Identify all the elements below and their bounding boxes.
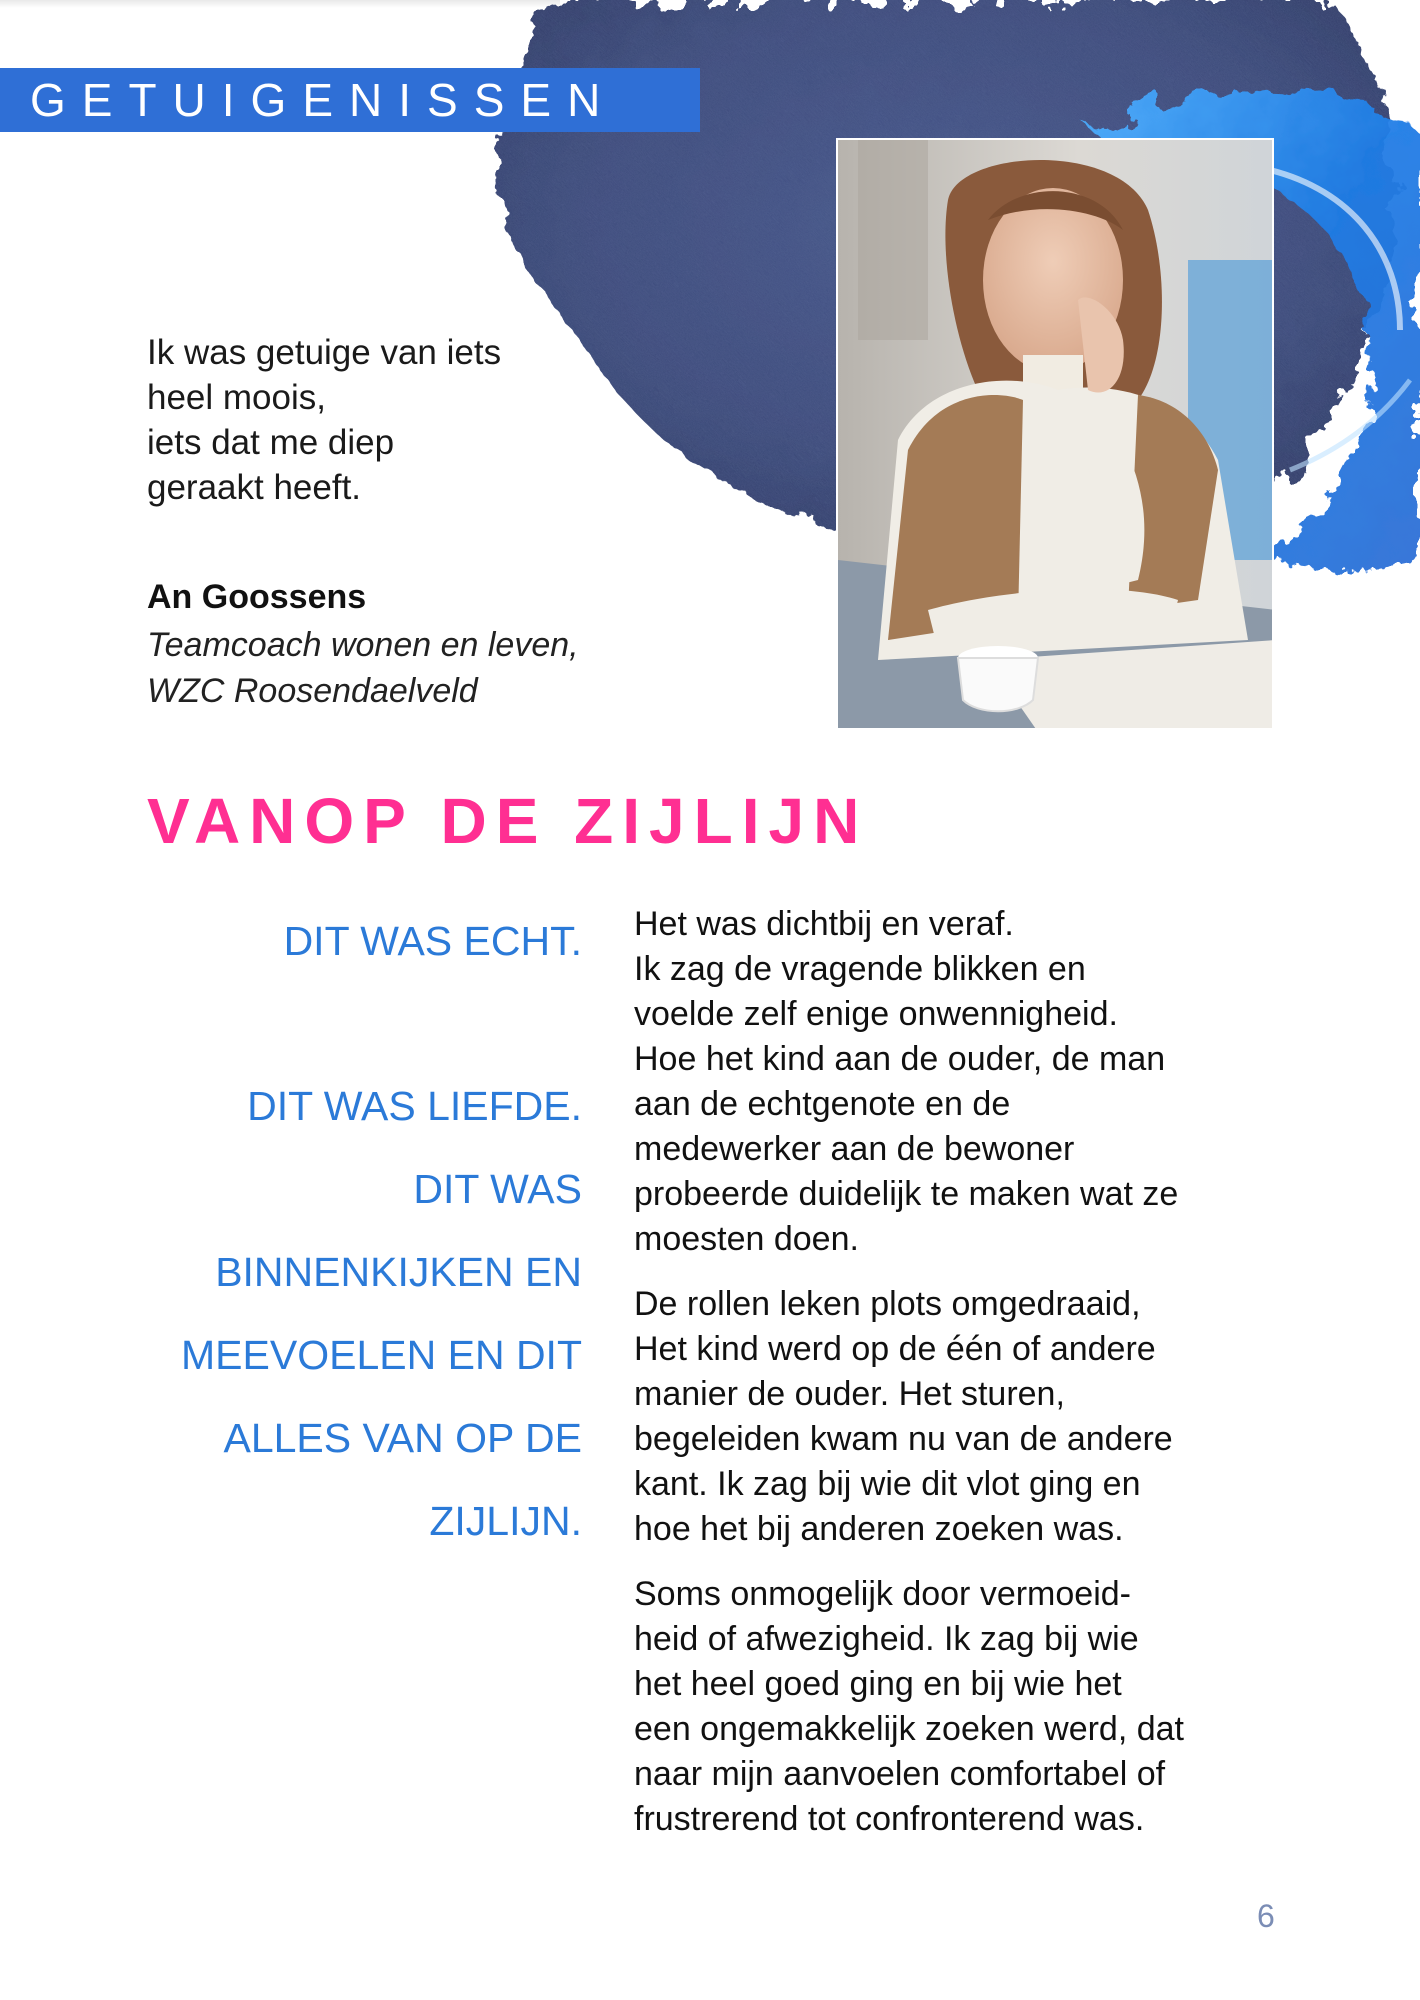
pull-quote-line: DIT WAS ECHT. xyxy=(283,918,582,964)
body-paragraph xyxy=(634,1572,1294,1842)
author-role-line: WZC Roosendaelveld xyxy=(147,672,478,710)
body-line: Ik zag de vragende blikken en xyxy=(634,950,1086,988)
body-line: moesten doen. xyxy=(634,1220,859,1258)
pull-quote-line: ZIJLIJN. xyxy=(429,1498,582,1544)
body-line: naar mijn aanvoelen comfortabel of xyxy=(634,1755,1166,1793)
page-number: 6 xyxy=(1257,1898,1275,1934)
article-headline: VANOP DE ZIJLIJN xyxy=(147,785,869,857)
intro-quote-line: heel moois, xyxy=(147,378,326,417)
body-line: probeerde duidelijk te maken wat ze xyxy=(634,1175,1179,1213)
body-paragraph xyxy=(634,1282,1294,1552)
portrait-photo xyxy=(836,138,1274,730)
pull-quote-spacer xyxy=(62,983,582,1065)
body-line: begeleiden kwam nu van de andere xyxy=(634,1420,1173,1458)
body-line: De rollen leken plots omgedraaid, xyxy=(634,1285,1141,1323)
body-line: een ongemakkelijk zoeken werd, dat xyxy=(634,1710,1184,1748)
body-line: Het kind werd op de één of andere xyxy=(634,1330,1156,1368)
body-line: heid of afwezigheid. Ik zag bij wie xyxy=(634,1620,1139,1658)
pull-quote-line: DIT WAS LIEFDE. xyxy=(247,1083,582,1129)
intro-quote-line: Ik was getuige van iets xyxy=(147,333,502,372)
pull-quote-line: DIT WAS xyxy=(413,1166,582,1212)
body-line: frustrerend tot confronterend was. xyxy=(634,1800,1145,1838)
body-line: Hoe het kind aan de ouder, de man xyxy=(634,1040,1166,1078)
pull-quote-line: MEEVOELEN EN DIT xyxy=(181,1332,582,1378)
body-line: voelde zelf enige onwennigheid. xyxy=(634,995,1118,1033)
body-line: Het was dichtbij en veraf. xyxy=(634,905,1014,943)
author-role xyxy=(147,622,579,714)
body-text xyxy=(634,902,1294,1862)
author-name: An Goossens xyxy=(147,578,367,616)
portrait-illustration xyxy=(838,140,1274,730)
body-line: het heel goed ging en bij wie het xyxy=(634,1665,1122,1703)
pull-quote-line: ALLES VAN OP DE xyxy=(223,1415,582,1461)
body-line: medewerker aan de bewoner xyxy=(634,1130,1075,1168)
intro-quote-line: iets dat me diep xyxy=(147,423,395,462)
body-line: Soms onmogelijk door vermoeid- xyxy=(634,1575,1131,1613)
body-line: aan de echtgenote en de xyxy=(634,1085,1011,1123)
pull-quote xyxy=(62,900,582,1563)
body-paragraph xyxy=(634,902,1294,1262)
body-line: manier de ouder. Het sturen, xyxy=(634,1375,1065,1413)
section-label: GETUIGENISSEN xyxy=(0,68,700,132)
body-line: kant. Ik zag bij wie dit vlot ging en xyxy=(634,1465,1141,1503)
pull-quote-line: BINNENKIJKEN EN xyxy=(215,1249,582,1295)
intro-quote-line: geraakt heeft. xyxy=(147,468,362,507)
body-line: hoe het bij anderen zoeken was. xyxy=(634,1510,1124,1548)
author-role-line: Teamcoach wonen en leven, xyxy=(147,626,579,664)
intro-quote xyxy=(147,330,577,510)
